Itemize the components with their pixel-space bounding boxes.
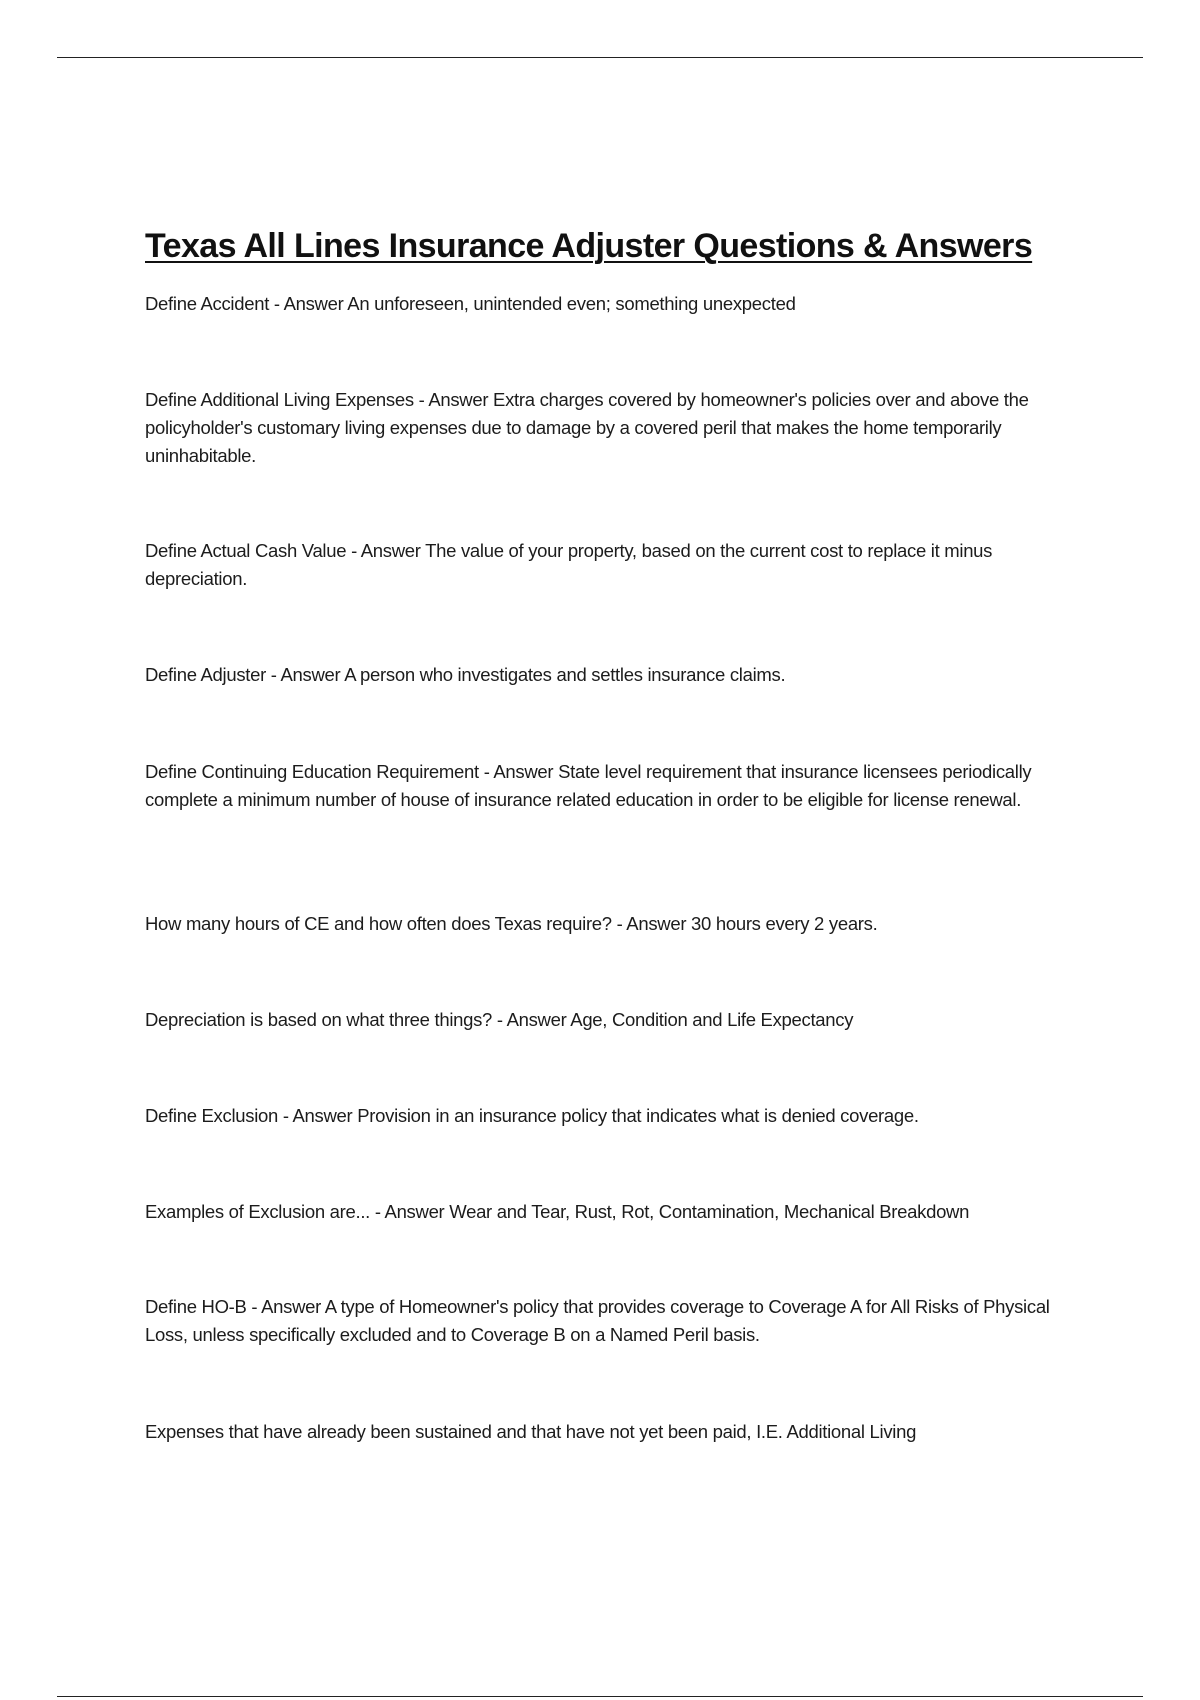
qa-entry: Define Accident - Answer An unforeseen, unintended even; something unexpected: [145, 293, 796, 314]
qa-entry: Define HO-B - Answer A type of Homeowner's policy that provides coverage to Coverage A for All Risks of Physical Loss, unless specifically excluded and to Coverage B on a Named Peril basis.: [145, 1296, 1050, 1345]
bottom-rule: [57, 1696, 1143, 1697]
qa-entry: Define Continuing Education Requirement - Answer State level requirement that insurance licensees periodically complete a minimum number of house of insurance related education in order to be eligible for license renewal.: [145, 761, 1032, 810]
qa-entry: Examples of Exclusion are... - Answer Wear and Tear, Rust, Rot, Contamination, Mechanical Breakdown: [145, 1201, 970, 1222]
qa-entry: Define Actual Cash Value - Answer The value of your property, based on the current cost to replace it minus depreciation.: [145, 540, 993, 589]
qa-entry: Define Exclusion - Answer Provision in an insurance policy that indicates what is denied coverage.: [145, 1105, 919, 1126]
qa-entry: Depreciation is based on what three things? - Answer Age, Condition and Life Expectancy: [145, 1009, 854, 1030]
top-rule: [57, 57, 1143, 58]
qa-entry: Expenses that have already been sustained and that have not yet been paid, I.E. Additional Living: [145, 1421, 917, 1442]
qa-entry: Define Adjuster - Answer A person who investigates and settles insurance claims.: [145, 664, 786, 685]
qa-entry: How many hours of CE and how often does Texas require? - Answer 30 hours every 2 years.: [145, 913, 878, 934]
document-title: Texas All Lines Insurance Adjuster Questions & Answers: [145, 227, 1033, 265]
qa-entry: Define Additional Living Expenses - Answer Extra charges covered by homeowner's policies over and above the policyholder's customary living expenses due to damage by a covered peril that makes the home temporarily uninhabitable.: [145, 389, 1029, 466]
